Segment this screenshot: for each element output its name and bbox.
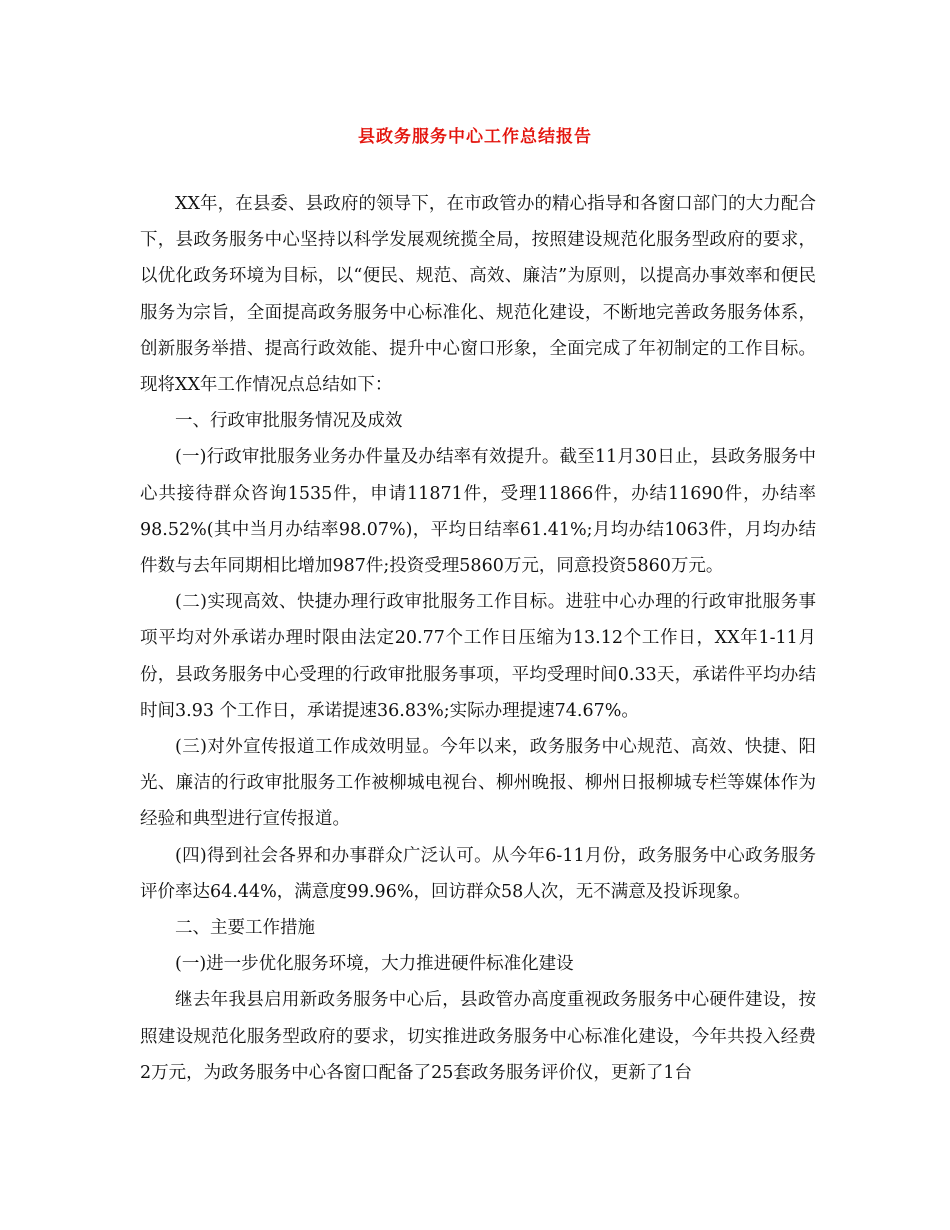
document-title: 县政务服务中心工作总结报告 — [358, 127, 592, 147]
document-body — [140, 186, 816, 1091]
paragraph-item-4: (四)得到社会各界和办事群众广泛认可。从今年6-11月份，政务服务中心政务服务评价率达64.44%，满意度99.96%，回访群众58人次，无不满意及投诉现象。 — [140, 845, 816, 902]
section-heading-1: 一、行政审批服务情况及成效 — [175, 411, 403, 432]
paragraph-item-3: (三)对外宣传报道工作成效明显。今年以来，政务服务中心规范、高效、快捷、阳光、廉洁的行政审批服务工作被柳城电视台、柳州晚报、柳州日报柳城专栏等媒体作为经验和典型进行宣传报道。 — [140, 737, 816, 830]
paragraph-intro: XX年，在县委、县政府的领导下，在市政管办的精心指导和各窗口部门的大力配合下，县政务服务中心坚持以科学发展观统揽全局，按照建设规范化服务型政府的要求，以优化政务环境为目标，以“便民、规范、高效、廉洁”为原则，以提高办事效率和便民服务为宗旨，全面提高政务服务中心标准化、规范化建设，不断地完善政务服务体系，创新服务举措、提高行政效能、提升中心窗口形象，全面完成了年初制定的工作目标。现将XX年工作情况点总结如下： — [140, 194, 816, 396]
subsection-heading-1: (一)进一步优化服务环境，大力推进硬件标准化建设 — [175, 954, 574, 975]
section-heading-2: 二、主要工作措施 — [175, 918, 315, 939]
paragraph-measures: 继去年我县启用新政务服务中心后，县政管办高度重视政务服务中心硬件建设，按照建设规范化服务型政府的要求，切实推进政务服务中心标准化建设，今年共投入经费2万元，为政务服务中心各窗口配备了25套政务服务评价仪，更新了1台 — [140, 990, 816, 1083]
paragraph-item-2: (二)实现高效、快捷办理行政审批服务工作目标。进驻中心办理的行政审批服务事项平均对外承诺办理时限由法定20.77个工作日压缩为13.12个工作日，XX年1-11月份，县政务服务中心受理的行政审批服务事项，平均受理时间0.33天，承诺件平均办结时间3.93 个工作日，承诺提速36.83%;实际办理提速74.67%。 — [140, 592, 816, 721]
paragraph-item-1: (一)行政审批服务业务办件量及办结率有效提升。截至11月30日止，县政务服务中心共接待群众咨询1535件，申请11871件，受理11866件，办结11690件，办结率98.52%(其中当月办结率98.07%)，平均日结率61.41%;月均办结1063件，月均办结件数与去年同期相比增加987件;投资受理5860万元，同意投资5860万元。 — [140, 447, 816, 577]
